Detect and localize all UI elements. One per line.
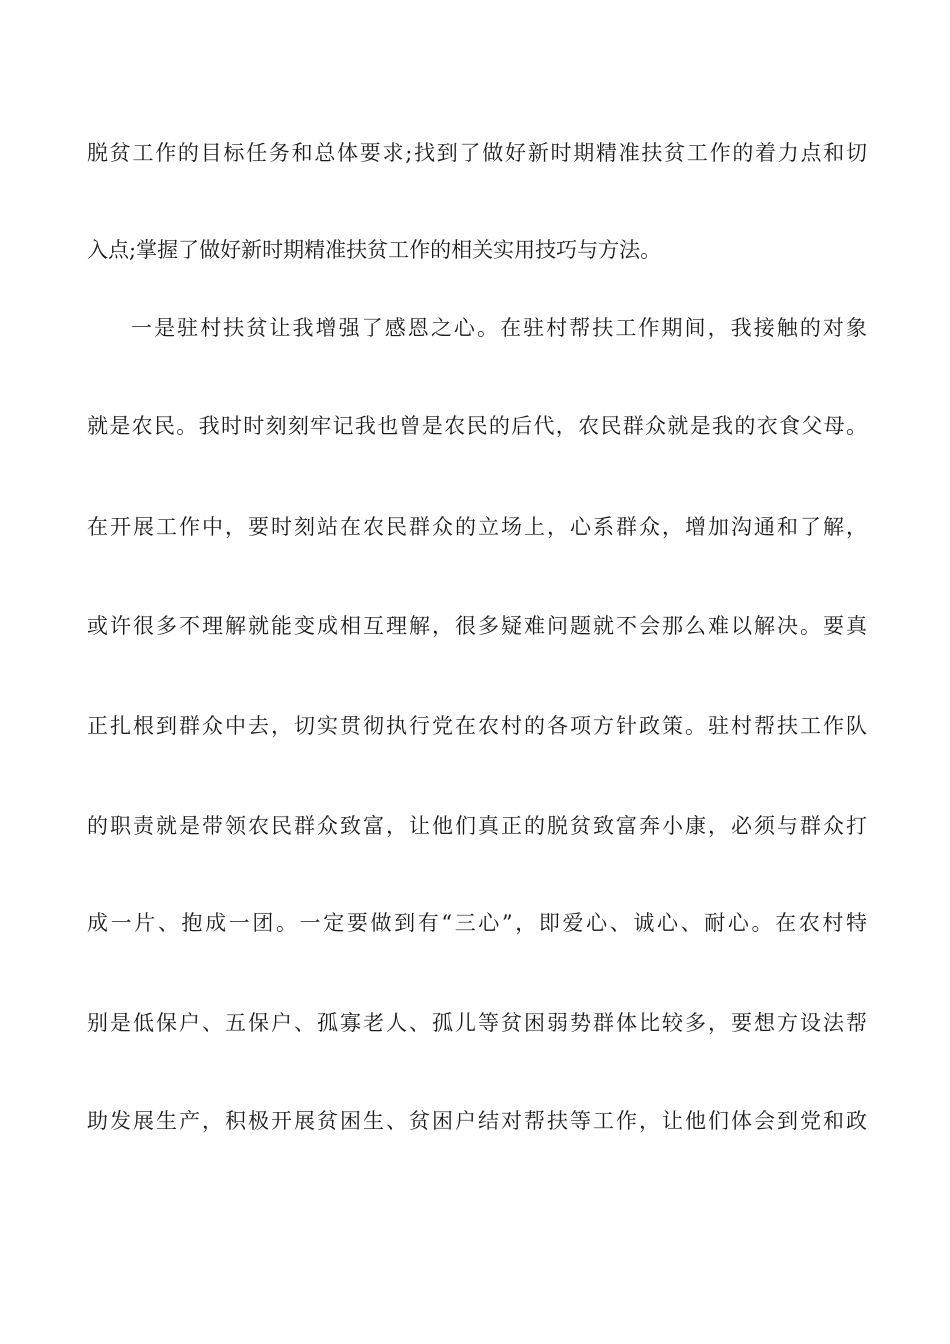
text-line-7: 正扎根到群众中去，切实贯彻执行党在农村的各项方针政策。驻村帮扶工作队 (87, 714, 867, 738)
text-line-6: 或许很多不理解就能变成相互理解，很多疑难问题就不会那么难以解决。要真 (87, 614, 867, 638)
text-line-11: 助发展生产，积极开展贫困生、贫困户结对帮扶等工作，让他们体会到党和政 (87, 1109, 867, 1133)
paragraph-start-line: 一是驻村扶贫让我增强了感恩之心。在驻村帮扶工作期间，我接触的对象 (131, 316, 867, 340)
text-line-8: 的职责就是带领农民群众致富，让他们真正的脱贫致富奔小康，必须与群众打 (87, 814, 867, 838)
text-line-10: 别是低保户、五保户、孤寡老人、孤儿等贫困弱势群体比较多，要想方设法帮 (87, 1011, 867, 1035)
text-line-1: 脱贫工作的目标任务和总体要求;找到了做好新时期精准扶贫工作的着力点和切 (87, 141, 867, 165)
text-line-2: 入点;掌握了做好新时期精准扶贫工作的相关实用技巧与方法。 (87, 238, 662, 262)
text-line-9: 成一片、抱成一团。一定要做到有“三心”，即爱心、诚心、耐心。在农村特 (87, 911, 867, 935)
text-line-5: 在开展工作中，要时刻站在农民群众的立场上，心系群众，增加沟通和了解， (87, 515, 867, 539)
text-line-4: 就是农民。我时时刻刻牢记我也曾是农民的后代，农民群众就是我的衣食父母。 (87, 414, 867, 438)
